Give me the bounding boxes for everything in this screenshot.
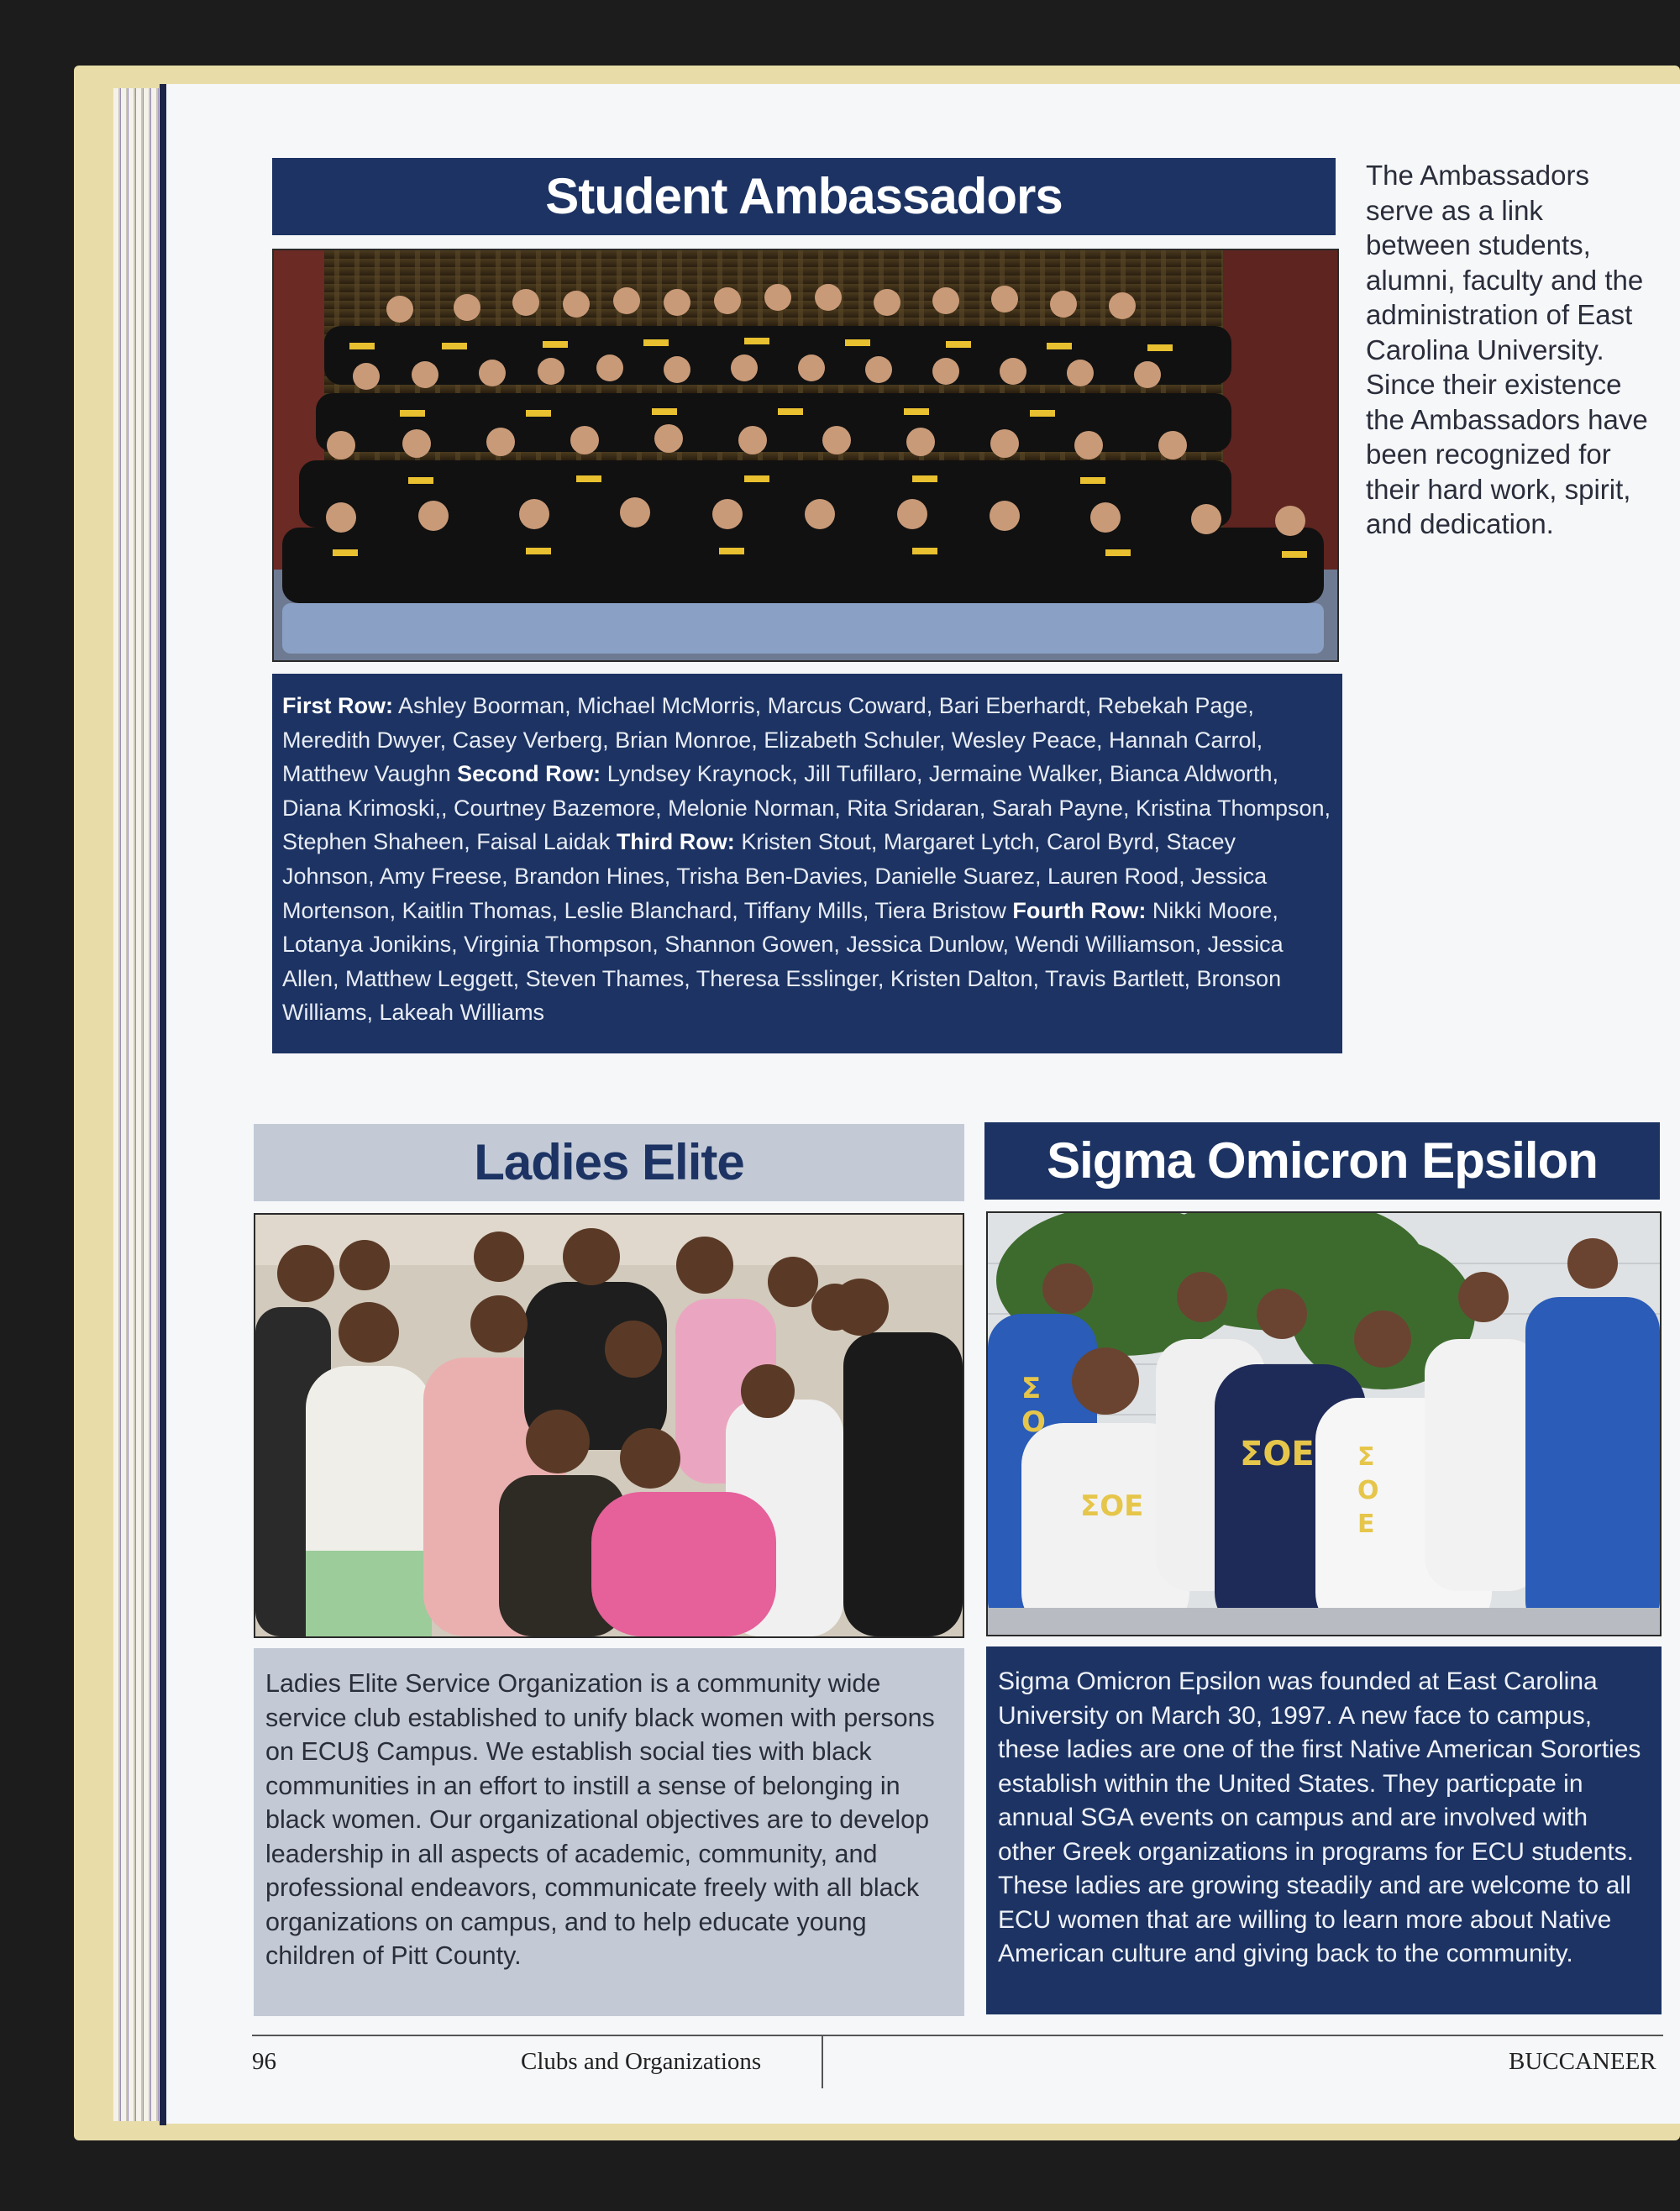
sigma-photo-image bbox=[988, 1213, 1660, 1635]
third-row-names: Kristen Stout, Margaret Lytch, Carol Byrd, Stacey Johnson, Amy Freese, Brandon Hines, Trisha Ben-Davies, Danielle Suarez, Lauren Rood, Jessica Mortenson, Kaitlin Thomas, Leslie Blanchard, Tiffany Mills, Tiera Bristow bbox=[282, 829, 1268, 923]
spine bbox=[160, 84, 166, 2125]
fourth-row-names: Nikki Moore, Lotanya Jonikins, Virginia Thompson, Shannon Gowen, Jessica Dunlow, Wendi Williamson, Jessica Allen, Matthew Leggett, Steven Thames, Theresa Esslinger, Kristen Dalton, Travis Bartlett, Bronson Williams, Lakeah Williams bbox=[282, 897, 1284, 1026]
sigma-omicron-epsilon-title: Sigma Omicron Epsilon bbox=[984, 1122, 1660, 1200]
fourth-row-label: Fourth Row: bbox=[1012, 897, 1147, 923]
svg-text:Σ: Σ bbox=[1357, 1442, 1375, 1472]
svg-text:Ο: Ο bbox=[1357, 1476, 1379, 1505]
ladies-elite-description: Ladies Elite Service Organization is a community wide service club established to unify black women with persons on ECU§ Campus. We establish social ties with black communities in an effort to instill a sense of belonging in black women. Our organizational objectives are to develop leadership in all aspects of academic, community, and professional endeavors, communicate freely with all black organizations on campus, and to help educate young children of Pitt County. bbox=[254, 1648, 964, 2016]
svg-text:Ε: Ε bbox=[1357, 1510, 1375, 1539]
first-row-label: First Row: bbox=[282, 693, 393, 718]
page-number: 96 bbox=[252, 2048, 276, 2075]
section-name: Clubs and Organizations bbox=[521, 2048, 762, 2075]
page-edges bbox=[113, 88, 164, 2121]
sigma-omicron-epsilon-description: Sigma Omicron Epsilon was founded at East Carolina University on March 30, 1997. A new face to campus, these ladies are one of the first Native American Sororties establish within the United States. They particpate in annual SGA events on campus and are involved with other Greek organizations in programs for ECU students. These ladies are growing steadily and are welcome to all ECU women that are willing to learn more about Native American culture and giving back to the community. bbox=[986, 1646, 1662, 2014]
ambassadors-photo-image bbox=[274, 250, 1337, 660]
svg-text:Σ: Σ bbox=[1021, 1372, 1042, 1405]
svg-text:ΣΟΕ: ΣΟΕ bbox=[1240, 1435, 1315, 1473]
publication-name: BUCCANEER bbox=[1509, 2048, 1656, 2075]
first-row-names: Ashley Boorman, Michael McMorris, Marcus Coward, Bari Eberhardt, Rebekah Page, Meredith Dwyer, Casey Verberg, Brian Monroe, Elizabeth Schuler, Wesley Peace, Hannah Carrol, Matthew Vaughn bbox=[282, 693, 1263, 787]
ladies-elite-title: Ladies Elite bbox=[254, 1124, 964, 1201]
ambassadors-names-caption bbox=[272, 674, 1342, 1053]
ambassadors-title: Student Ambassadors bbox=[272, 158, 1336, 235]
second-row-label: Second Row: bbox=[457, 761, 601, 787]
ladies-elite-photo-image bbox=[255, 1215, 963, 1636]
third-row-label: Third Row: bbox=[616, 829, 735, 855]
ambassadors-description: The Ambassadors serve as a link between students, alumni, faculty and the administration of East Carolina University. Since their existence the Ambassadors have been recognized for their hard work, spirit, and dedication. bbox=[1366, 160, 1648, 539]
svg-text:ΣΟΕ: ΣΟΕ bbox=[1080, 1489, 1144, 1523]
ladies-elite-group-photo bbox=[254, 1213, 964, 1638]
sigma-omicron-epsilon-group-photo bbox=[986, 1211, 1662, 1636]
second-row-names: Lyndsey Kraynock, Jill Tufillaro, Jermaine Walker, Bianca Aldworth, Diana Krimoski,, Courtney Bazemore, Melonie Norman, Rita Sridaran, Sarah Payne, Kristina Thompson, Stephen Shaheen, Faisal Laidak bbox=[282, 761, 1331, 855]
ambassadors-group-photo bbox=[272, 249, 1339, 662]
footer-rule bbox=[252, 2035, 1663, 2036]
svg-text:Ο: Ο bbox=[1021, 1405, 1046, 1439]
footer-divider bbox=[822, 2036, 823, 2088]
